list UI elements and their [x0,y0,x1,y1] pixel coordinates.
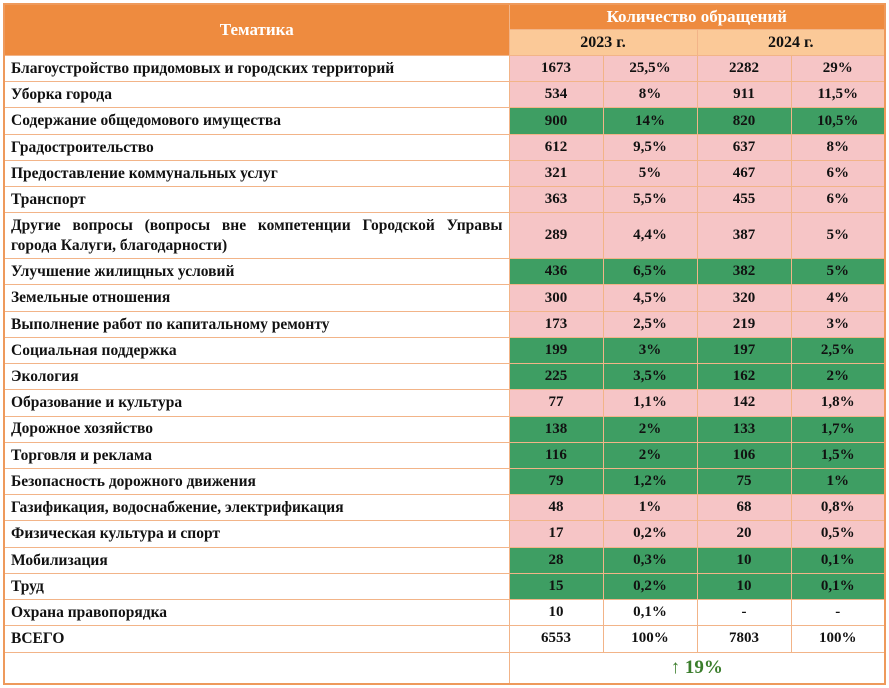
appeals-table-body [4,56,885,653]
table-row [4,364,885,390]
pct-2023-cell: 5,5% [603,187,697,213]
count-2023-cell: 6553 [509,626,603,652]
topic-cell: Экология [4,364,509,390]
pct-2023-cell: 1% [603,495,697,521]
count-2023-cell: 363 [509,187,603,213]
pct-2023-cell: 14% [603,108,697,134]
count-2024-cell: 2282 [697,56,791,82]
pct-2023-cell: 2,5% [603,311,697,337]
growth-row-empty-cell [4,652,509,684]
count-2024-cell: 106 [697,442,791,468]
pct-2024-cell: 4% [791,285,885,311]
pct-2023-cell: 6,5% [603,259,697,285]
table-row [4,285,885,311]
count-2024-cell: 20 [697,521,791,547]
count-2024-cell: 75 [697,468,791,494]
table-row [4,213,885,259]
count-2024-cell: - [697,600,791,626]
table-row [4,187,885,213]
header-row-1 [4,4,885,30]
pct-2023-cell: 3,5% [603,364,697,390]
pct-2024-cell: 2,5% [791,337,885,363]
topic-cell: Мобилизация [4,547,509,573]
table-row [4,82,885,108]
pct-2024-cell: 1,7% [791,416,885,442]
pct-2024-cell: 29% [791,56,885,82]
pct-2024-cell: 1,8% [791,390,885,416]
pct-2024-cell: 0,8% [791,495,885,521]
count-2024-cell: 320 [697,285,791,311]
count-2024-cell: 467 [697,160,791,186]
pct-2023-cell: 9,5% [603,134,697,160]
pct-2023-cell: 3% [603,337,697,363]
table-row [4,259,885,285]
pct-2023-cell: 0,2% [603,573,697,599]
topic-cell: Содержание общедомового имущества [4,108,509,134]
table-row [4,600,885,626]
appeals-count-header: Количество обращений [509,4,885,30]
pct-2023-cell: 0,2% [603,521,697,547]
pct-2024-cell: 2% [791,364,885,390]
count-2024-cell: 382 [697,259,791,285]
count-2023-cell: 138 [509,416,603,442]
count-2023-cell: 612 [509,134,603,160]
count-2024-cell: 197 [697,337,791,363]
year-2023-header: 2023 г. [509,30,697,56]
count-2024-cell: 162 [697,364,791,390]
count-2023-cell: 289 [509,213,603,259]
topic-cell: Земельные отношения [4,285,509,311]
pct-2024-cell: 0,5% [791,521,885,547]
count-2023-cell: 15 [509,573,603,599]
pct-2024-cell: 11,5% [791,82,885,108]
topic-cell: ВСЕГО [4,626,509,652]
table-row [4,442,885,468]
table-row [4,134,885,160]
topic-cell: Улучшение жилищных условий [4,259,509,285]
count-2023-cell: 199 [509,337,603,363]
pct-2023-cell: 100% [603,626,697,652]
count-2023-cell: 48 [509,495,603,521]
table-row [4,521,885,547]
count-2024-cell: 68 [697,495,791,521]
pct-2024-cell: 0,1% [791,573,885,599]
count-2023-cell: 300 [509,285,603,311]
topic-cell: Социальная поддержка [4,337,509,363]
table-row [4,416,885,442]
count-2023-cell: 436 [509,259,603,285]
count-2023-cell: 173 [509,311,603,337]
topic-cell: Образование и культура [4,390,509,416]
pct-2024-cell: 6% [791,187,885,213]
count-2024-cell: 219 [697,311,791,337]
topic-cell: Выполнение работ по капитальному ремонту [4,311,509,337]
pct-2024-cell: 100% [791,626,885,652]
count-2023-cell: 321 [509,160,603,186]
count-2024-cell: 133 [697,416,791,442]
pct-2023-cell: 0,1% [603,600,697,626]
year-2024-header: 2024 г. [697,30,885,56]
table-row [4,626,885,652]
count-2024-cell: 10 [697,547,791,573]
topic-cell: Предоставление коммунальных услуг [4,160,509,186]
pct-2023-cell: 4,4% [603,213,697,259]
pct-2023-cell: 2% [603,416,697,442]
pct-2024-cell: 5% [791,259,885,285]
pct-2024-cell: 1% [791,468,885,494]
table-row [4,390,885,416]
topic-cell: Безопасность дорожного движения [4,468,509,494]
topic-cell: Газификация, водоснабжение, электрификация [4,495,509,521]
table-row [4,311,885,337]
pct-2024-cell: 10,5% [791,108,885,134]
count-2024-cell: 10 [697,573,791,599]
pct-2023-cell: 1,1% [603,390,697,416]
pct-2024-cell: 0,1% [791,547,885,573]
pct-2023-cell: 25,5% [603,56,697,82]
table-row [4,56,885,82]
table-row [4,547,885,573]
table-row [4,573,885,599]
count-2024-cell: 387 [697,213,791,259]
growth-indicator: ↑ 19% [509,652,885,684]
count-2023-cell: 77 [509,390,603,416]
count-2024-cell: 637 [697,134,791,160]
table-row [4,337,885,363]
count-2023-cell: 17 [509,521,603,547]
count-2023-cell: 79 [509,468,603,494]
topic-cell: Дорожное хозяйство [4,416,509,442]
topic-cell: Труд [4,573,509,599]
pct-2024-cell: 3% [791,311,885,337]
count-2023-cell: 10 [509,600,603,626]
pct-2023-cell: 4,5% [603,285,697,311]
count-2023-cell: 28 [509,547,603,573]
topic-cell: Другие вопросы (вопросы вне компетенции Городской Управы города Калуги, благодарности) [4,213,509,259]
pct-2023-cell: 5% [603,160,697,186]
table-row [4,108,885,134]
count-2023-cell: 1673 [509,56,603,82]
count-2023-cell: 534 [509,82,603,108]
count-2023-cell: 116 [509,442,603,468]
growth-row [4,652,885,684]
table-row [4,495,885,521]
count-2024-cell: 142 [697,390,791,416]
topic-cell: Торговля и реклама [4,442,509,468]
topic-column-header: Тематика [4,4,509,56]
topic-cell: Физическая культура и спорт [4,521,509,547]
table-row [4,468,885,494]
pct-2024-cell: 1,5% [791,442,885,468]
pct-2024-cell: 6% [791,160,885,186]
topic-cell: Охрана правопорядка [4,600,509,626]
count-2024-cell: 455 [697,187,791,213]
pct-2023-cell: 8% [603,82,697,108]
topic-cell: Транспорт [4,187,509,213]
pct-2024-cell: 5% [791,213,885,259]
count-2024-cell: 7803 [697,626,791,652]
count-2024-cell: 820 [697,108,791,134]
pct-2024-cell: 8% [791,134,885,160]
table-row [4,160,885,186]
pct-2023-cell: 2% [603,442,697,468]
pct-2024-cell: - [791,600,885,626]
pct-2023-cell: 1,2% [603,468,697,494]
count-2024-cell: 911 [697,82,791,108]
topic-cell: Градостроительство [4,134,509,160]
topic-cell: Благоустройство придомовых и городских территорий [4,56,509,82]
topic-cell: Уборка города [4,82,509,108]
pct-2023-cell: 0,3% [603,547,697,573]
count-2023-cell: 225 [509,364,603,390]
appeals-table [3,3,886,685]
count-2023-cell: 900 [509,108,603,134]
